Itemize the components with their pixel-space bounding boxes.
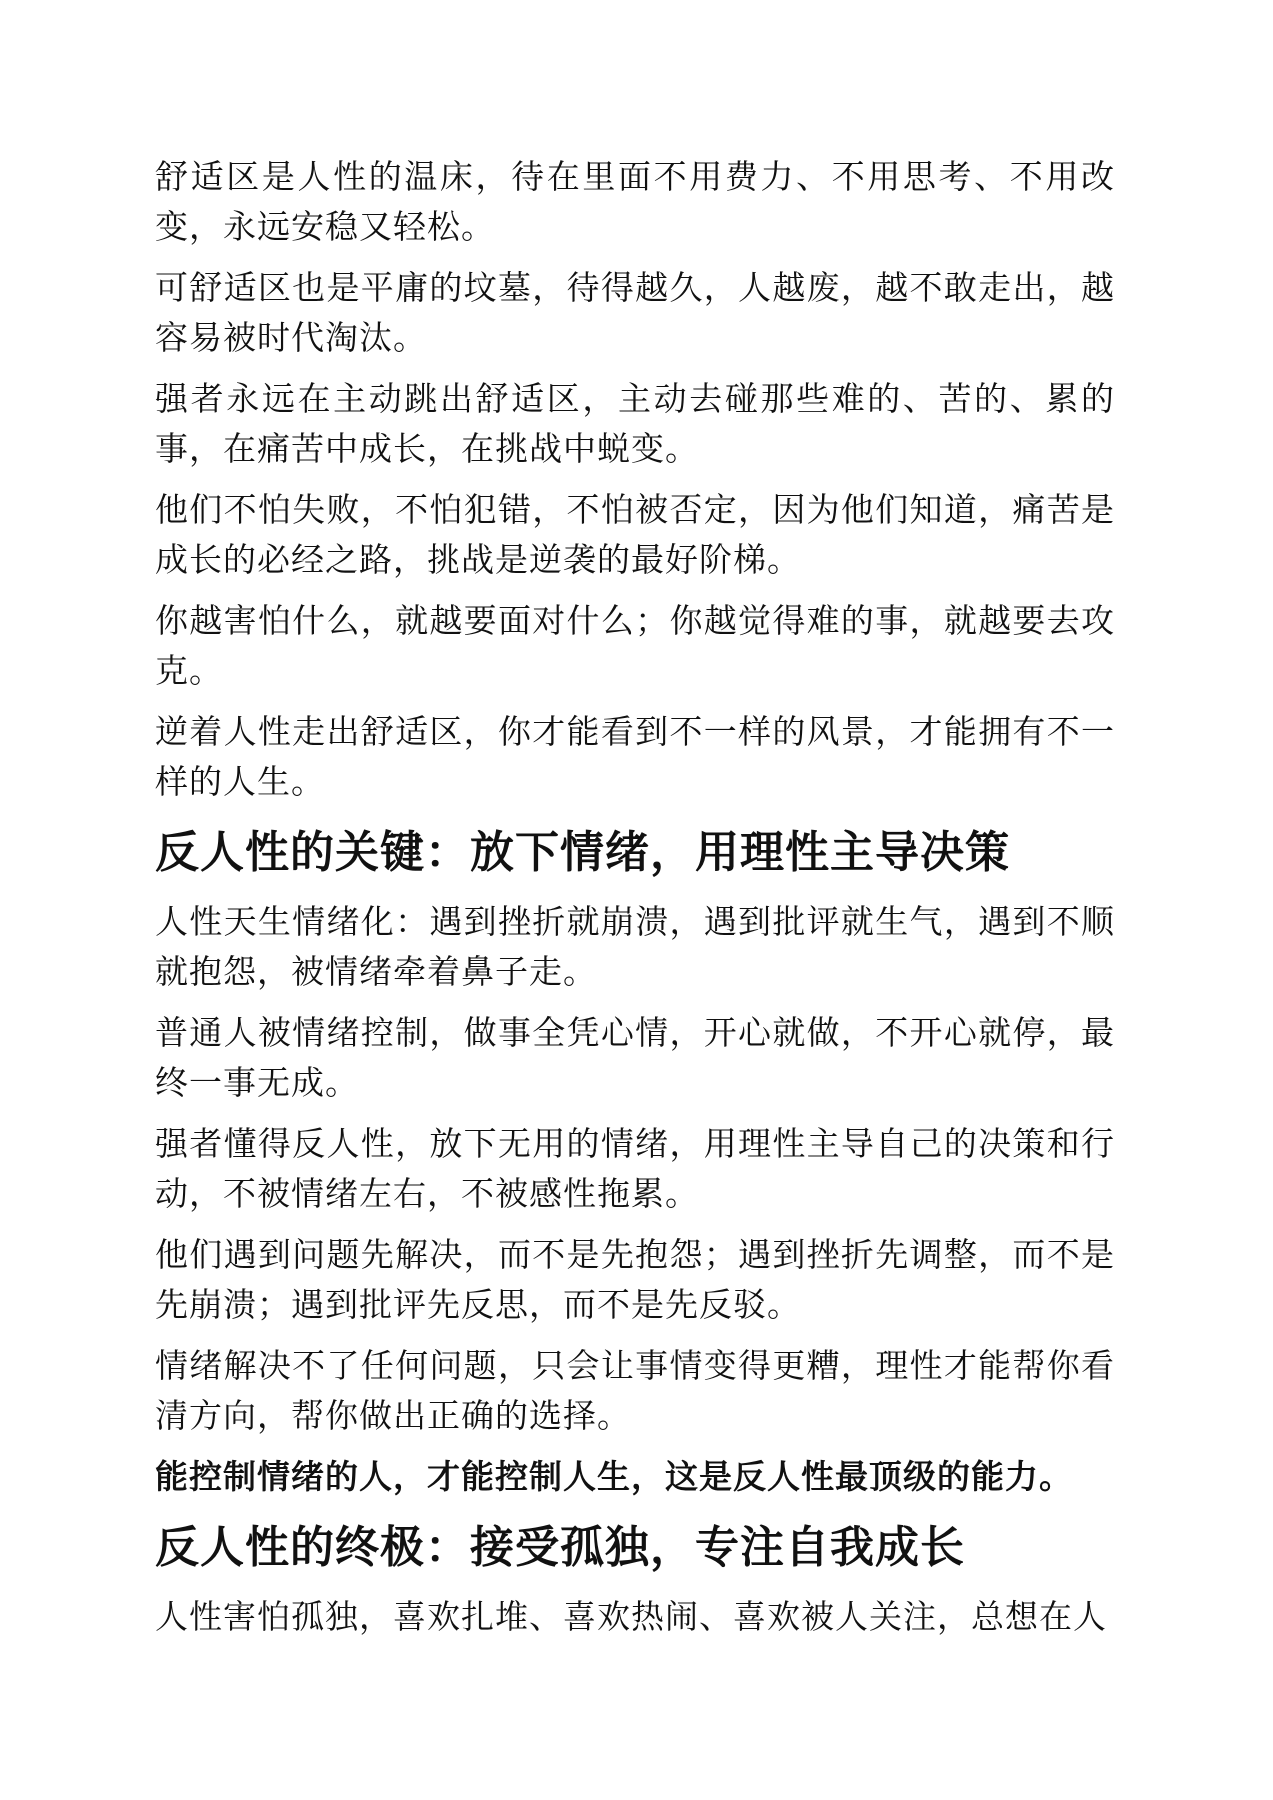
paragraph: 可舒适区也是平庸的坟墓，待得越久，人越废，越不敢走出，越容易被时代淘汰。 bbox=[155, 268, 1115, 357]
paragraph: 逆着人性走出舒适区，你才能看到不一样的风景，才能拥有不一样的人生。 bbox=[155, 712, 1115, 801]
section-heading: 反人性的关键：放下情绪，用理性主导决策 bbox=[155, 827, 1010, 878]
paragraph: 人性天生情绪化：遇到挫折就崩溃，遇到批评就生气，遇到不顺就抱怨，被情绪牵着鼻子走。 bbox=[155, 902, 1115, 991]
paragraph: 人性害怕孤独，喜欢扎堆、喜欢热闹、喜欢被人关注，总想在人 bbox=[155, 1597, 1107, 1636]
paragraph: 他们遇到问题先解决，而不是先抱怨；遇到挫折先调整，而不是先崩溃；遇到批评先反思，而不是先反驳。 bbox=[155, 1235, 1115, 1324]
paragraph: 普通人被情绪控制，做事全凭心情，开心就做，不开心就停，最终一事无成。 bbox=[155, 1013, 1115, 1102]
paragraph: 他们不怕失败，不怕犯错，不怕被否定，因为他们知道，痛苦是成长的必经之路，挑战是逆袭的最好阶梯。 bbox=[155, 490, 1115, 579]
document-page bbox=[155, 152, 1115, 1653]
bold-paragraph: 能控制情绪的人，才能控制人生，这是反人性最顶级的能力。 bbox=[155, 1457, 1073, 1496]
paragraph: 情绪解决不了任何问题，只会让事情变得更糟，理性才能帮你看清方向，帮你做出正确的选择。 bbox=[155, 1346, 1115, 1435]
paragraph: 强者懂得反人性，放下无用的情绪，用理性主导自己的决策和行动，不被情绪左右，不被感性拖累。 bbox=[155, 1124, 1115, 1213]
section-heading: 反人性的终极：接受孤独，专注自我成长 bbox=[155, 1522, 965, 1573]
paragraph: 强者永远在主动跳出舒适区，主动去碰那些难的、苦的、累的事，在痛苦中成长，在挑战中蜕变。 bbox=[155, 379, 1115, 468]
paragraph: 你越害怕什么，就越要面对什么；你越觉得难的事，就越要去攻克。 bbox=[155, 601, 1115, 690]
paragraph: 舒适区是人性的温床，待在里面不用费力、不用思考、不用改变，永远安稳又轻松。 bbox=[155, 157, 1115, 246]
